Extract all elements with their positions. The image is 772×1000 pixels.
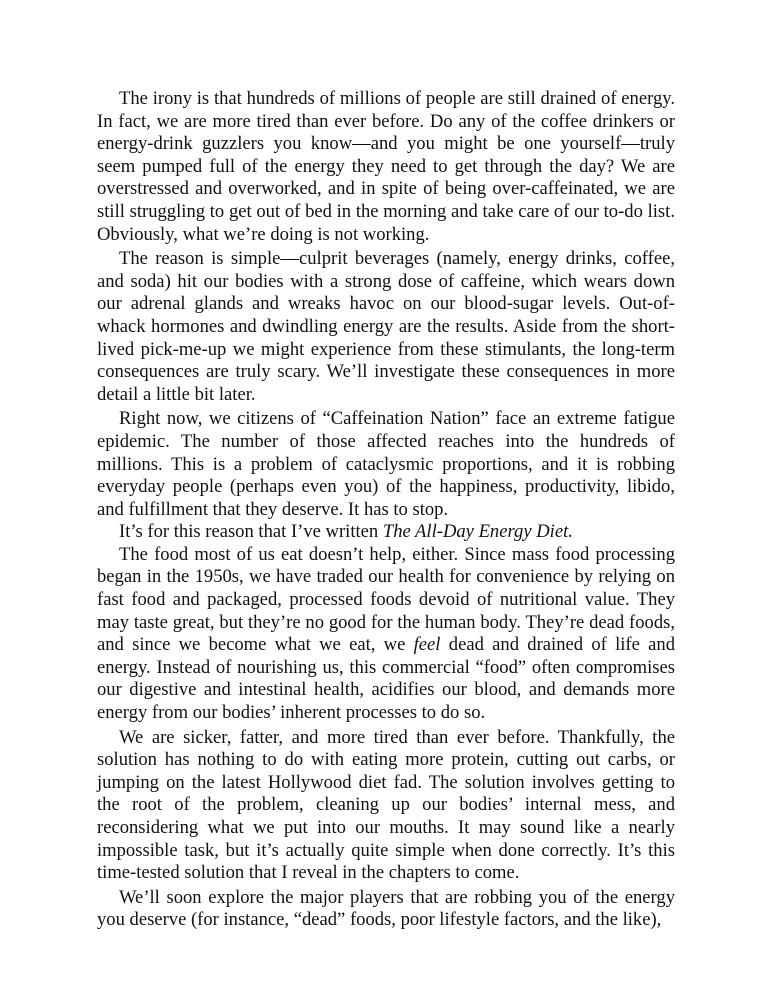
paragraph-2 (97, 248, 675, 406)
paragraph-4 (97, 521, 675, 544)
book-page (97, 88, 675, 932)
paragraph-2-text: The reason is simple—culprit beverages (namely, energy drinks, coffee, and soda) hit our bodies with a strong dose of caffeine, which wears down our adrenal glands and wreaks havoc on our blood-sugar levels. Out-of-whack hormones and dwindling energy are the results. Aside from the short-lived pick-me-up we might experience from these stimulants, the long-term consequences are truly scary. We’ll investigate these consequences in more detail a little bit later. (97, 248, 675, 405)
paragraph-3-text: Right now, we citizens of “Caffeination Nation” face an extreme fatigue epidemic. The number of those affected reaches into the hundreds of millions. This is a problem of cataclysmic proportions, and it is robbing everyday people (perhaps even you) of the happiness, productivity, libido, and fulfillment that they deserve. It has to stop. (97, 408, 675, 520)
paragraph-6 (97, 727, 675, 885)
paragraph-5-text-a: The food most of us eat doesn’t help, either. Since mass food processing began in the 1950s, we have traded our health for convenience by relying on fast food and packaged, processed foods devoid of nutritional value. They may taste great, but they’re no good for the human body. They’re dead foods, and since we become what we eat, we (97, 543, 675, 656)
paragraph-1-text: The irony is that hundreds of millions of people are still drained of energy. In fact, we are more tired than ever before. Do any of the coffee drinkers or energy-drink guzzlers you know—and you might be one yourself—truly seem pumped full of the energy they need to get through the day? We are overstressed and overworked, and in spite of being over-caffeinated, we are still struggling to get out of bed in the morning and take care of our to-do list. Obviously, what we’re doing is not working. (97, 88, 675, 245)
emphasis-feel: feel (413, 634, 441, 656)
paragraph-4-text: It’s for this reason that I’ve written (119, 521, 383, 543)
paragraph-3 (97, 408, 675, 521)
paragraph-5-text-b: dead and drained of life and energy. Instead of nourishing us, this commercial “food” often compromises our digestive and intestinal health, acidifies our blood, and demands more energy from our bodies’ inherent processes to do so. (97, 634, 675, 724)
paragraph-1 (97, 88, 675, 246)
paragraph-6-text: We are sicker, fatter, and more tired than ever before. Thankfully, the solution has nothing to do with eating more protein, cutting out carbs, or jumping on the latest Hollywood diet fad. The solution involves getting to the root of the problem, cleaning up our bodies’ internal mess, and reconsidering what we put into our mouths. It may sound like a nearly impossible task, but it’s actually quite simple when done correctly. It’s this time-tested solution that I reveal in the chapters to come. (97, 726, 675, 884)
paragraph-5 (97, 544, 675, 725)
book-title: The All-Day Energy Diet. (382, 521, 573, 543)
paragraph-7 (97, 887, 675, 932)
paragraph-7-text: We’ll soon explore the major players that are robbing you of the energy you deserve (for instance, “dead” foods, poor lifestyle factors, and the like), (97, 886, 675, 931)
